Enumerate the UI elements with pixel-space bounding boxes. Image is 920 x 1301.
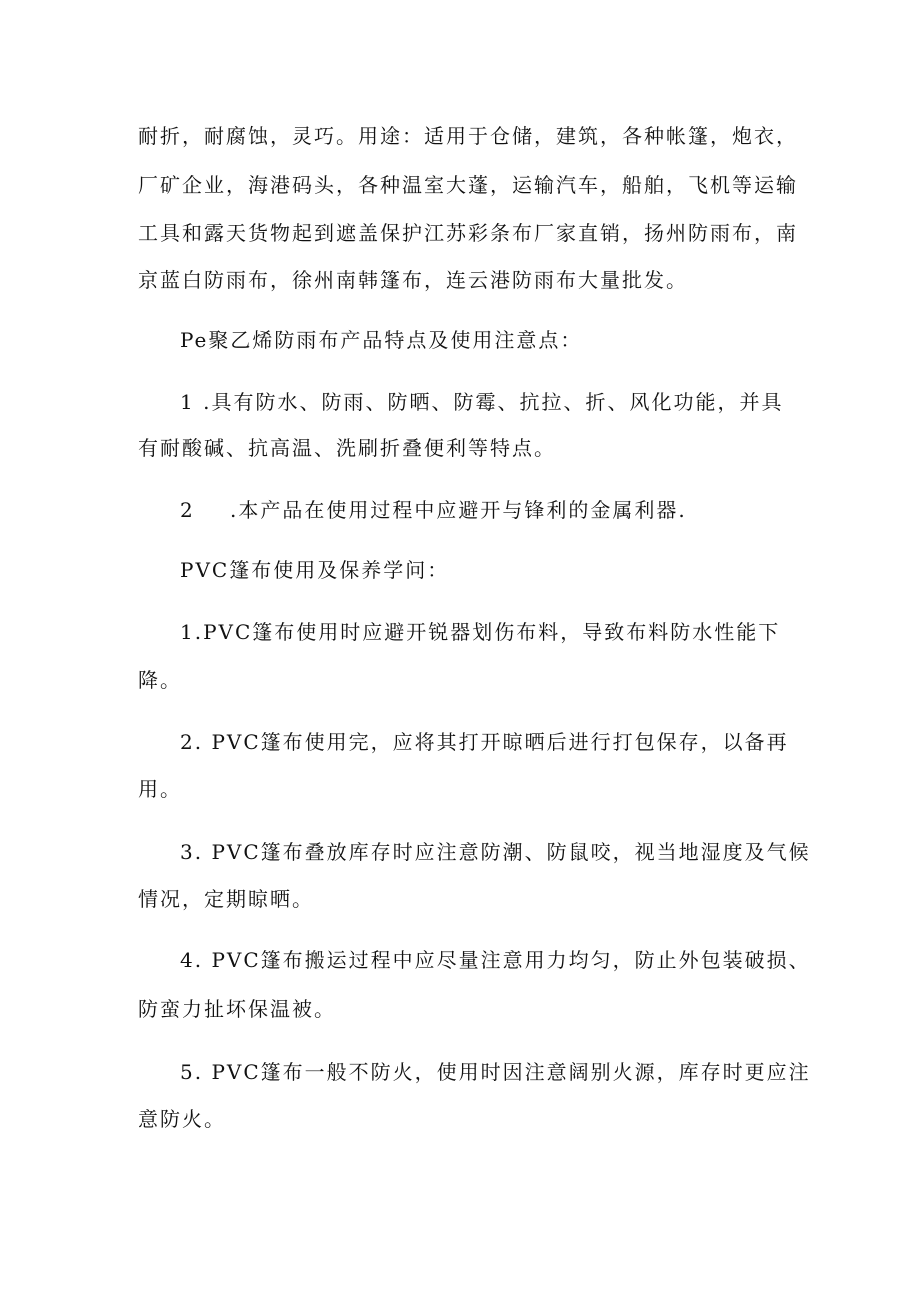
pe-heading: Pe聚乙烯防雨布产品特点及使用注意点： (180, 328, 583, 352)
intro-line-2: 厂矿企业，海港码头，各种温室大蓬，运输汽车，船舶，飞机等运输 (138, 173, 798, 197)
intro-line-3: 工具和露天货物起到遮盖保护江苏彩条布厂家直销，扬州防雨布，南 (138, 221, 798, 245)
pe-item-1-line-1: 1 .具有防水、防雨、防晒、防霉、抗拉、折、风化功能，并具 (180, 390, 784, 414)
pvc-item-5-line-1: 5. PVC篷布一般不防火，使用时因注意阔别火源，库存时更应注 (180, 1060, 811, 1084)
pvc-item-1-line-1: 1.PVC篷布使用时应避开锐器划伤布料，导致布料防水性能下 (180, 620, 781, 644)
pe-item-2-number: 2 (180, 498, 195, 522)
pvc-item-1-line-2: 降。 (138, 668, 182, 692)
pe-item-1-line-2: 有耐酸碱、抗高温、洗刷折叠便利等特点。 (138, 436, 556, 460)
intro-line-4: 京蓝白防雨布，徐州南韩篷布，连云港防雨布大量批发。 (138, 268, 688, 292)
pvc-item-3-line-1: 3. PVC篷布叠放库存时应注意防潮、防鼠咬，视当地湿度及气候 (180, 840, 811, 864)
pvc-item-4-line-2: 防蛮力扯坏保温被。 (138, 997, 336, 1021)
intro-line-1: 耐折，耐腐蚀，灵巧。用途：适用于仓储，建筑，各种帐篷，炮衣， (138, 124, 798, 148)
pvc-item-4-line-1: 4. PVC篷布搬运过程中应尽量注意用力均匀，防止外包装破损、 (180, 948, 811, 972)
pe-item-2-text: .本产品在使用过程中应避开与锋利的金属利器. (230, 498, 687, 522)
pvc-item-3-line-2: 情况，定期晾晒。 (138, 887, 314, 911)
pvc-item-5-line-2: 意防火。 (138, 1107, 226, 1131)
pvc-item-2-line-2: 用。 (138, 777, 182, 801)
pvc-item-2-line-1: 2. PVC篷布使用完，应将其打开晾晒后进行打包保存，以备再 (180, 730, 789, 754)
pvc-heading: PVC篷布使用及保养学问： (180, 558, 450, 582)
